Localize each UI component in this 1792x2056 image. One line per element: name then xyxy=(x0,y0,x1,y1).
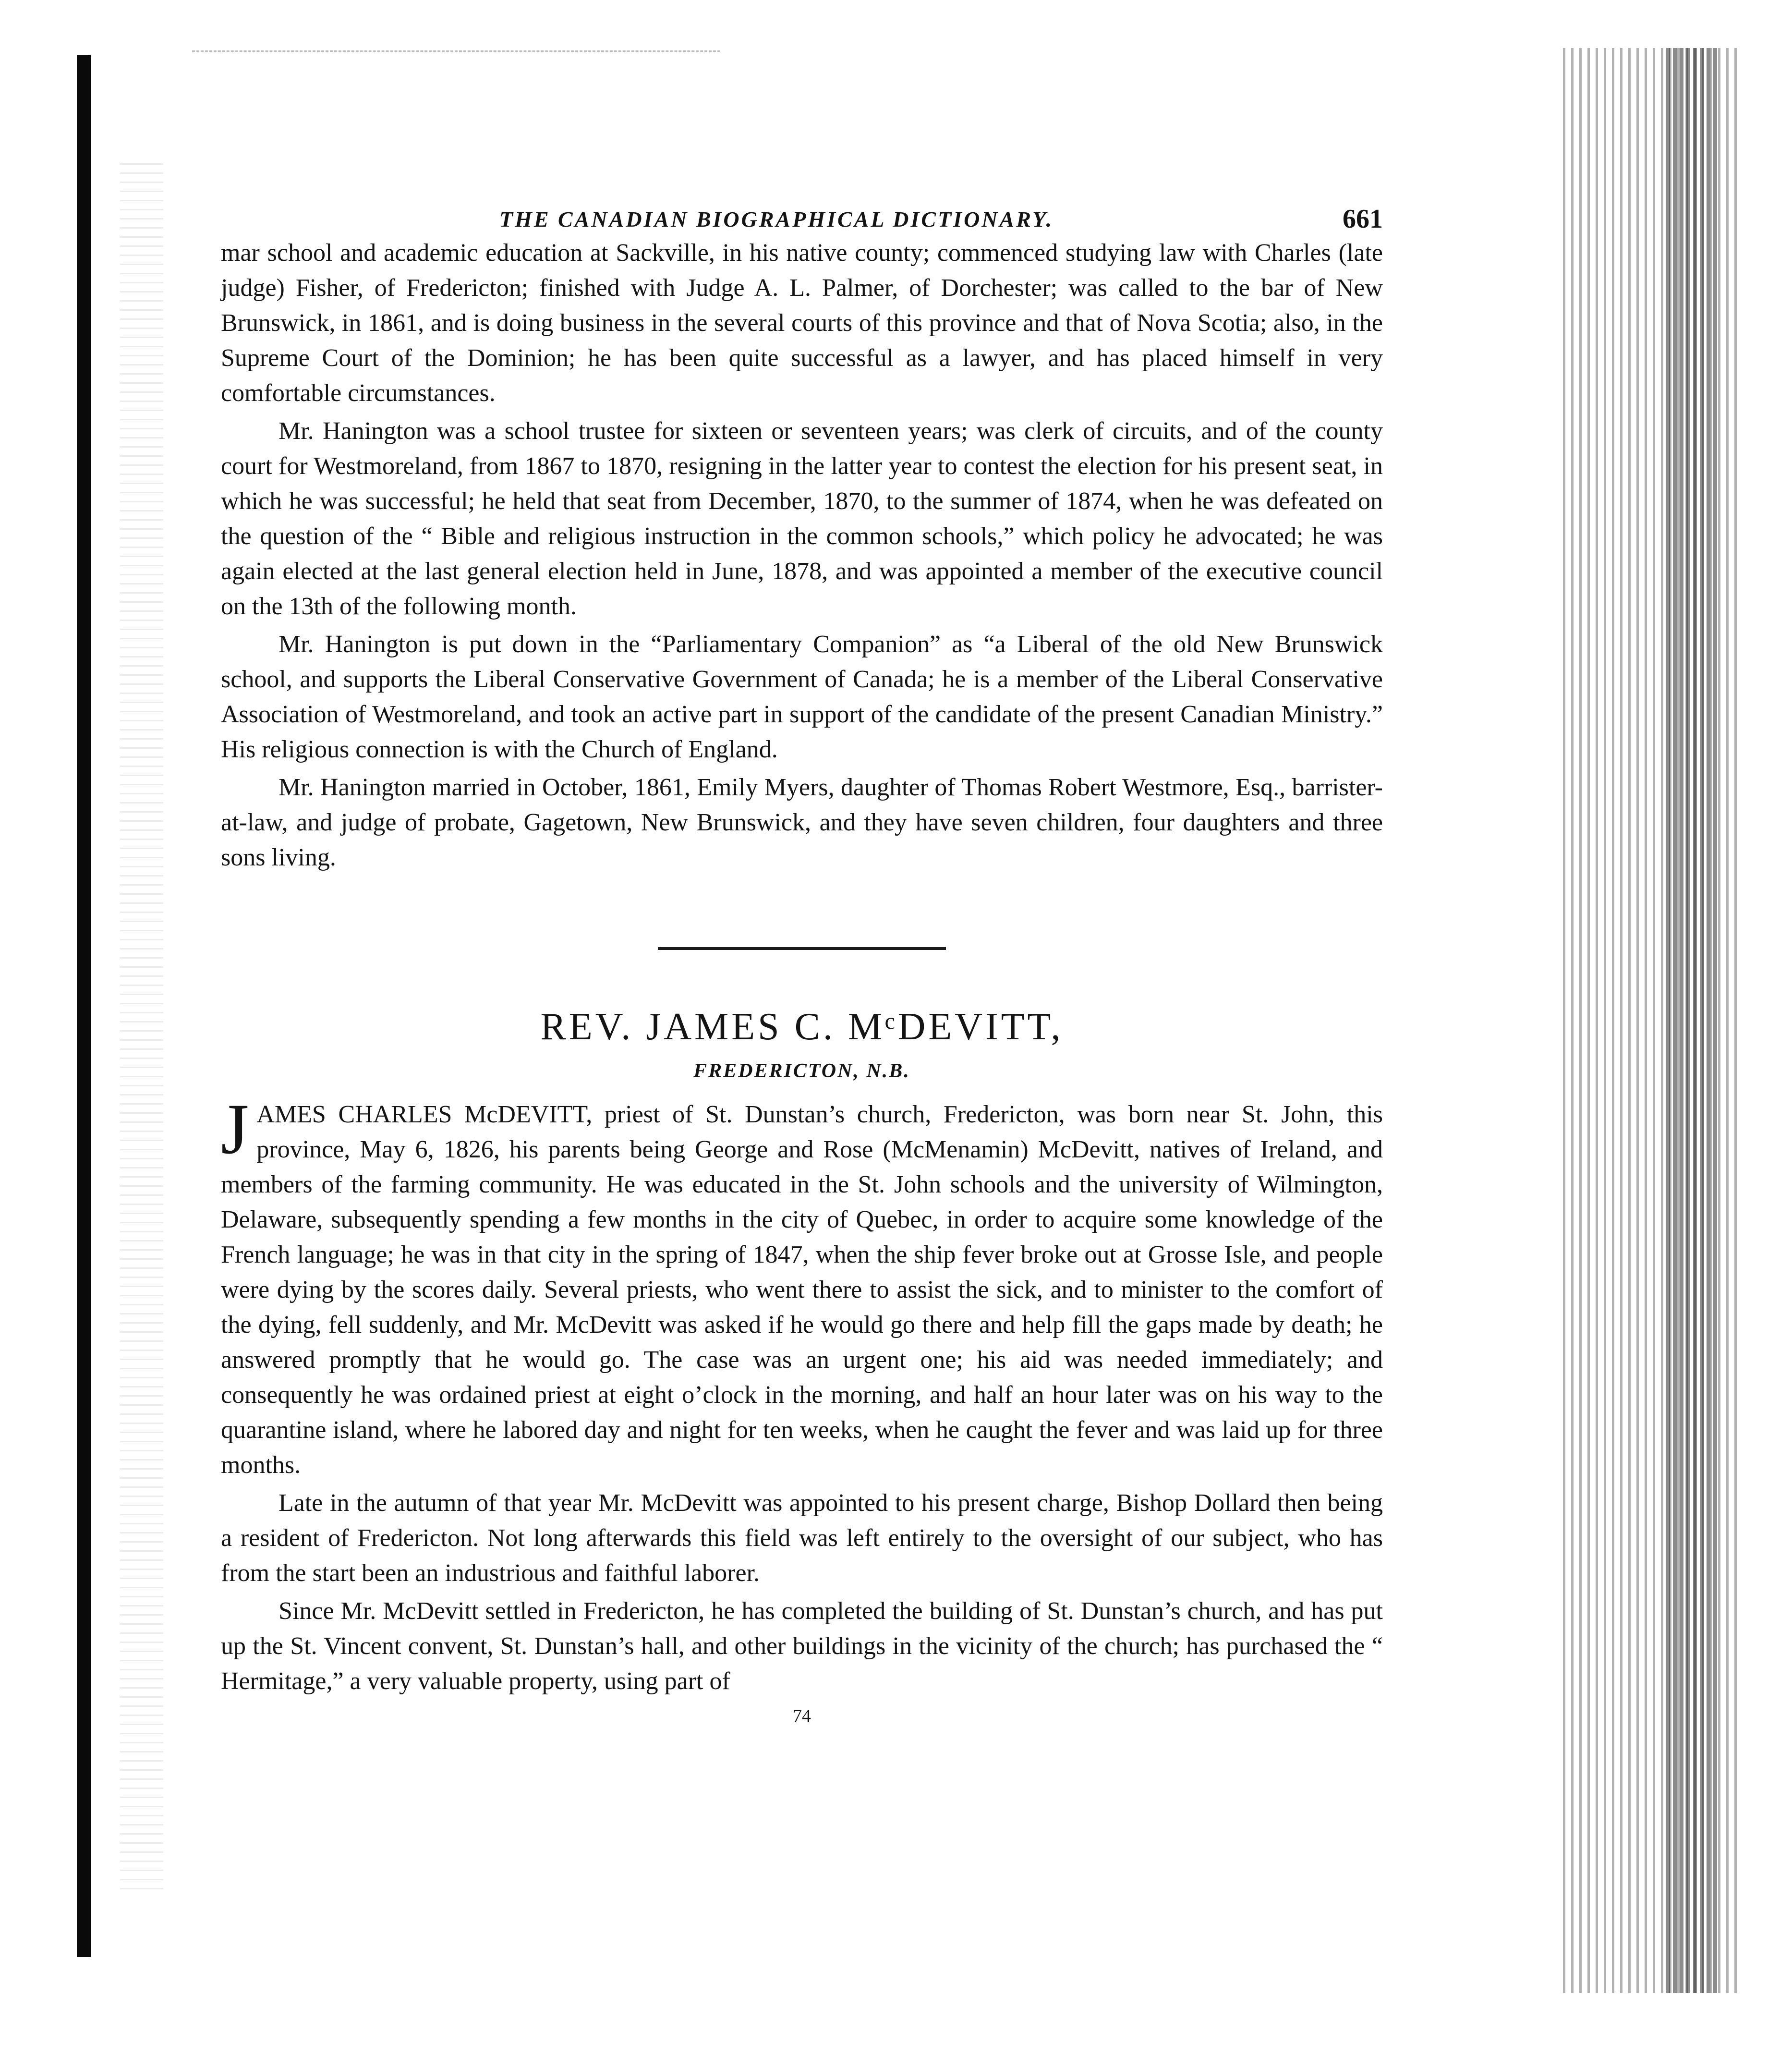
paragraph: Mr. Hanington is put down in the “Parliamentary Companion” as “a Liberal of the old New Brunswick school, and supports the Liberal Conservative Government of Canada; he is a member of the Liberal Conservative Association of Westmoreland, and took an active part in support of the candidate of the present Canadian Ministry.” His religious connection is with the Church of England. xyxy=(221,631,1383,763)
signature-mark: 74 xyxy=(793,1706,811,1726)
paragraph: mar school and academic education at Sackville, in his native county; commenced studying law with Charles (late judge) Fisher, of Fredericton; finished with Judge A. L. Palmer, of Dorchester; was called to the bar of New Brunswick, in 1861, and is doing business in the several courts of this province and that of Nova Scotia; also, in the Supreme Court of the Dominion; he has been quite successful as a lawyer, and has placed himself in very comfortable circumstances. xyxy=(221,239,1383,407)
scan-binding-speckle xyxy=(120,163,163,1892)
running-title: THE CANADIAN BIOGRAPHICAL DICTIONARY. xyxy=(499,207,1054,231)
hanington-entry xyxy=(221,235,1383,875)
running-head xyxy=(221,192,1383,235)
section-divider xyxy=(658,947,946,950)
mcdevitt-entry xyxy=(221,1003,1383,1699)
page-body xyxy=(221,192,1383,1727)
biography-location: FREDERICTON, N.B. xyxy=(693,1060,910,1082)
scan-binding-shadow xyxy=(77,55,91,1957)
biography-heading: REV. JAMES C. MᶜDEVITT, xyxy=(540,1006,1064,1048)
paragraph: Mr. Hanington married in October, 1861, Emily Myers, daughter of Thomas Robert Westmore, Esq., barrister-at-law, and judge of probate, Gagetown, New Brunswick, and they have seven children, four daughters and three sons living. xyxy=(221,774,1383,871)
page-number: 661 xyxy=(1343,204,1383,234)
drop-cap: J xyxy=(221,1089,249,1169)
paragraph: Since Mr. McDevitt settled in Fredericton, he has completed the building of St. Dunstan’s church, and has put up the St. Vincent convent, St. Dunstan’s hall, and other buildings in the vicinity of the church; has purchased the “ Hermitage,” a very valuable property, using part of xyxy=(221,1597,1383,1695)
scan-edge-dark xyxy=(1666,48,1719,1993)
paragraph: Mr. Hanington was a school trustee for sixteen or seventeen years; was clerk of circuits, and of the county court for Westmoreland, from 1867 to 1870, resigning in the latter year to contest the election for his present seat, in which he was successful; he held that seat from December, 1870, to the summer of 1874, when he was defeated on the question of the “ Bible and religious instruction in the common schools,” which policy he advocated; he was again elected at the last general election held in June, 1878, and was appointed a member of the executive council on the 13th of the following month. xyxy=(221,417,1383,620)
paragraph: Late in the autumn of that year Mr. McDevitt was appointed to his present charge, Bishop Dollard then being a resident of Fredericton. Not long afterwards this field was left entirely to the oversight of our subject, who has from the start been an industrious and faithful laborer. xyxy=(221,1489,1383,1587)
scan-top-rule xyxy=(192,50,720,52)
paragraph-with-dropcap xyxy=(221,1089,1383,1483)
paragraph-text: AMES CHARLES McDEVITT, priest of St. Dunstan’s church, Fredericton, was born near St. John, this province, May 6, 1826, his parents being George and Rose (McMenamin) McDevitt, natives of Ireland, and members of the farming community. He was educated in the St. John schools and the university of Wilmington, Delaware, subsequently spending a few months in the city of Quebec, in order to acquire some knowledge of the French language; he was in that city in the spring of 1847, when the ship fever broke out at Grosse Isle, and people were dying by the scores daily. Several priests, who went there to assist the sick, and to minister to the comfort of the dying, fell suddenly, and Mr. McDevitt was asked if he would go there and help fill the gaps made by death; he answered promptly that he would go. The case was an urgent one; his aid was needed immediately; and consequently he was ordained priest at eight o’clock in the morning, and half an hour later was on his way to the quarantine island, where he labored day and night for ten weeks, when he caught the fever and was laid up for three months. xyxy=(221,1101,1383,1479)
